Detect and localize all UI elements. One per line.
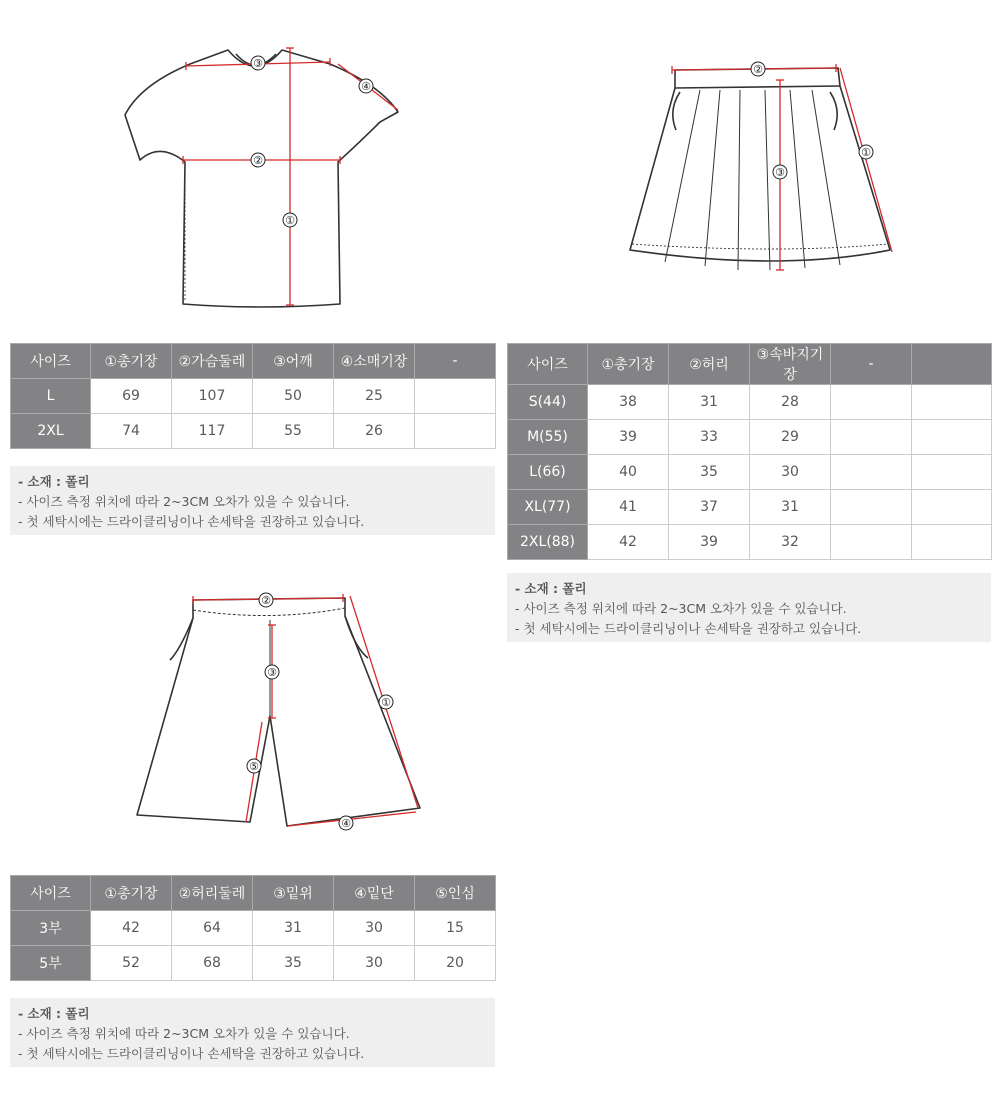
shorts-label-3: ③ bbox=[267, 666, 277, 679]
tshirt-measure-labels bbox=[251, 56, 373, 227]
table-row bbox=[508, 385, 992, 420]
header-hem: ④밑단 bbox=[334, 876, 415, 911]
table-cell: 39 bbox=[669, 525, 750, 560]
table-header-row bbox=[11, 876, 496, 911]
table-cell: 25 bbox=[334, 379, 415, 414]
table-row bbox=[11, 946, 496, 981]
skirt-size-table bbox=[507, 343, 992, 560]
shorts-measure-labels bbox=[247, 593, 393, 830]
note-line: - 첫 세탁시에는 드라이클리닝이나 손세탁을 권장하고 있습니다. bbox=[18, 1046, 365, 1061]
row-size: 3부 bbox=[11, 911, 91, 946]
table-cell: 74 bbox=[91, 414, 172, 449]
table-cell: 31 bbox=[750, 490, 831, 525]
tshirt-size-table bbox=[10, 343, 496, 449]
row-size: 5부 bbox=[11, 946, 91, 981]
note-material: - 소재 : 폴리 bbox=[18, 1006, 90, 1021]
header-waist: ②허리둘레 bbox=[172, 876, 253, 911]
header-size: 사이즈 bbox=[11, 344, 91, 379]
table-cell bbox=[912, 420, 992, 455]
tshirt-outline bbox=[125, 50, 398, 307]
shorts-label-2: ② bbox=[261, 594, 271, 607]
table-cell bbox=[831, 455, 912, 490]
note-line: - 사이즈 측정 위치에 따라 2~3CM 오차가 있을 수 있습니다. bbox=[515, 601, 847, 616]
table-cell: 117 bbox=[172, 414, 253, 449]
table-cell: 31 bbox=[253, 911, 334, 946]
row-size: 2XL bbox=[11, 414, 91, 449]
table-cell: 40 bbox=[588, 455, 669, 490]
skirt-label-1: ① bbox=[861, 146, 871, 159]
header-shoulder: ③어깨 bbox=[253, 344, 334, 379]
header-inseam: ⑤인심 bbox=[415, 876, 496, 911]
table-cell: 26 bbox=[334, 414, 415, 449]
table-cell: 33 bbox=[669, 420, 750, 455]
table-row bbox=[508, 420, 992, 455]
note-line: - 사이즈 측정 위치에 따라 2~3CM 오차가 있을 수 있습니다. bbox=[18, 494, 350, 509]
header-length: ①총기장 bbox=[91, 876, 172, 911]
note-line: - 첫 세탁시에는 드라이클리닝이나 손세탁을 권장하고 있습니다. bbox=[18, 514, 365, 529]
table-cell bbox=[831, 490, 912, 525]
skirt-notes bbox=[507, 573, 991, 642]
table-cell: 30 bbox=[334, 946, 415, 981]
tshirt-label-3: ③ bbox=[253, 57, 263, 70]
header-empty bbox=[912, 344, 992, 385]
shorts-label-1: ① bbox=[381, 696, 391, 709]
table-cell bbox=[831, 525, 912, 560]
skirt-outline bbox=[630, 68, 890, 261]
row-size: XL(77) bbox=[508, 490, 588, 525]
skirt-label-3: ③ bbox=[775, 166, 785, 179]
table-cell bbox=[415, 379, 496, 414]
table-cell: 68 bbox=[172, 946, 253, 981]
table-cell: 39 bbox=[588, 420, 669, 455]
header-size: 사이즈 bbox=[508, 344, 588, 385]
header-size: 사이즈 bbox=[11, 876, 91, 911]
note-material: - 소재 : 폴리 bbox=[515, 581, 587, 596]
table-cell: 107 bbox=[172, 379, 253, 414]
note-line: - 첫 세탁시에는 드라이클리닝이나 손세탁을 권장하고 있습니다. bbox=[515, 621, 862, 636]
tshirt-notes bbox=[10, 466, 495, 535]
table-header-row bbox=[11, 344, 496, 379]
table-row bbox=[508, 525, 992, 560]
table-cell bbox=[415, 414, 496, 449]
table-cell: 69 bbox=[91, 379, 172, 414]
table-cell bbox=[831, 420, 912, 455]
row-size: L bbox=[11, 379, 91, 414]
table-cell: 50 bbox=[253, 379, 334, 414]
tshirt-label-2: ② bbox=[253, 154, 263, 167]
table-row bbox=[11, 414, 496, 449]
table-cell bbox=[912, 455, 992, 490]
note-material: - 소재 : 폴리 bbox=[18, 474, 90, 489]
header-length: ①총기장 bbox=[91, 344, 172, 379]
table-cell: 35 bbox=[669, 455, 750, 490]
table-cell: 52 bbox=[91, 946, 172, 981]
header-sleeve: ④소매기장 bbox=[334, 344, 415, 379]
table-row bbox=[508, 455, 992, 490]
table-cell: 15 bbox=[415, 911, 496, 946]
table-row bbox=[508, 490, 992, 525]
table-cell: 35 bbox=[253, 946, 334, 981]
header-rise: ③밑위 bbox=[253, 876, 334, 911]
shorts-notes bbox=[10, 998, 495, 1067]
row-size: S(44) bbox=[508, 385, 588, 420]
table-cell: 20 bbox=[415, 946, 496, 981]
table-cell: 41 bbox=[588, 490, 669, 525]
table-cell: 32 bbox=[750, 525, 831, 560]
table-cell: 38 bbox=[588, 385, 669, 420]
shorts-label-4: ④ bbox=[341, 817, 351, 830]
table-cell: 29 bbox=[750, 420, 831, 455]
table-cell: 28 bbox=[750, 385, 831, 420]
table-cell bbox=[912, 490, 992, 525]
header-waist: ②허리 bbox=[669, 344, 750, 385]
table-cell: 30 bbox=[334, 911, 415, 946]
shorts-label-5: ⑤ bbox=[249, 760, 259, 773]
table-cell: 55 bbox=[253, 414, 334, 449]
row-size: 2XL(88) bbox=[508, 525, 588, 560]
table-cell bbox=[912, 525, 992, 560]
note-line: - 사이즈 측정 위치에 따라 2~3CM 오차가 있을 수 있습니다. bbox=[18, 1026, 350, 1041]
tshirt-label-4: ④ bbox=[361, 80, 371, 93]
shorts-size-table bbox=[10, 875, 496, 981]
header-empty: - bbox=[831, 344, 912, 385]
skirt-label-2: ② bbox=[753, 63, 763, 76]
table-header-row bbox=[508, 344, 992, 385]
tshirt-label-1: ① bbox=[285, 214, 295, 227]
table-cell bbox=[831, 385, 912, 420]
table-cell: 30 bbox=[750, 455, 831, 490]
row-size: M(55) bbox=[508, 420, 588, 455]
table-cell bbox=[912, 385, 992, 420]
header-inner-shorts: ③속바지기장 bbox=[750, 344, 831, 385]
table-cell: 42 bbox=[588, 525, 669, 560]
header-empty: - bbox=[415, 344, 496, 379]
header-length: ①총기장 bbox=[588, 344, 669, 385]
table-cell: 37 bbox=[669, 490, 750, 525]
shorts-outline bbox=[137, 598, 420, 826]
row-size: L(66) bbox=[508, 455, 588, 490]
table-cell: 31 bbox=[669, 385, 750, 420]
table-row bbox=[11, 379, 496, 414]
table-cell: 42 bbox=[91, 911, 172, 946]
header-chest: ②가슴둘레 bbox=[172, 344, 253, 379]
table-row bbox=[11, 911, 496, 946]
table-cell: 64 bbox=[172, 911, 253, 946]
